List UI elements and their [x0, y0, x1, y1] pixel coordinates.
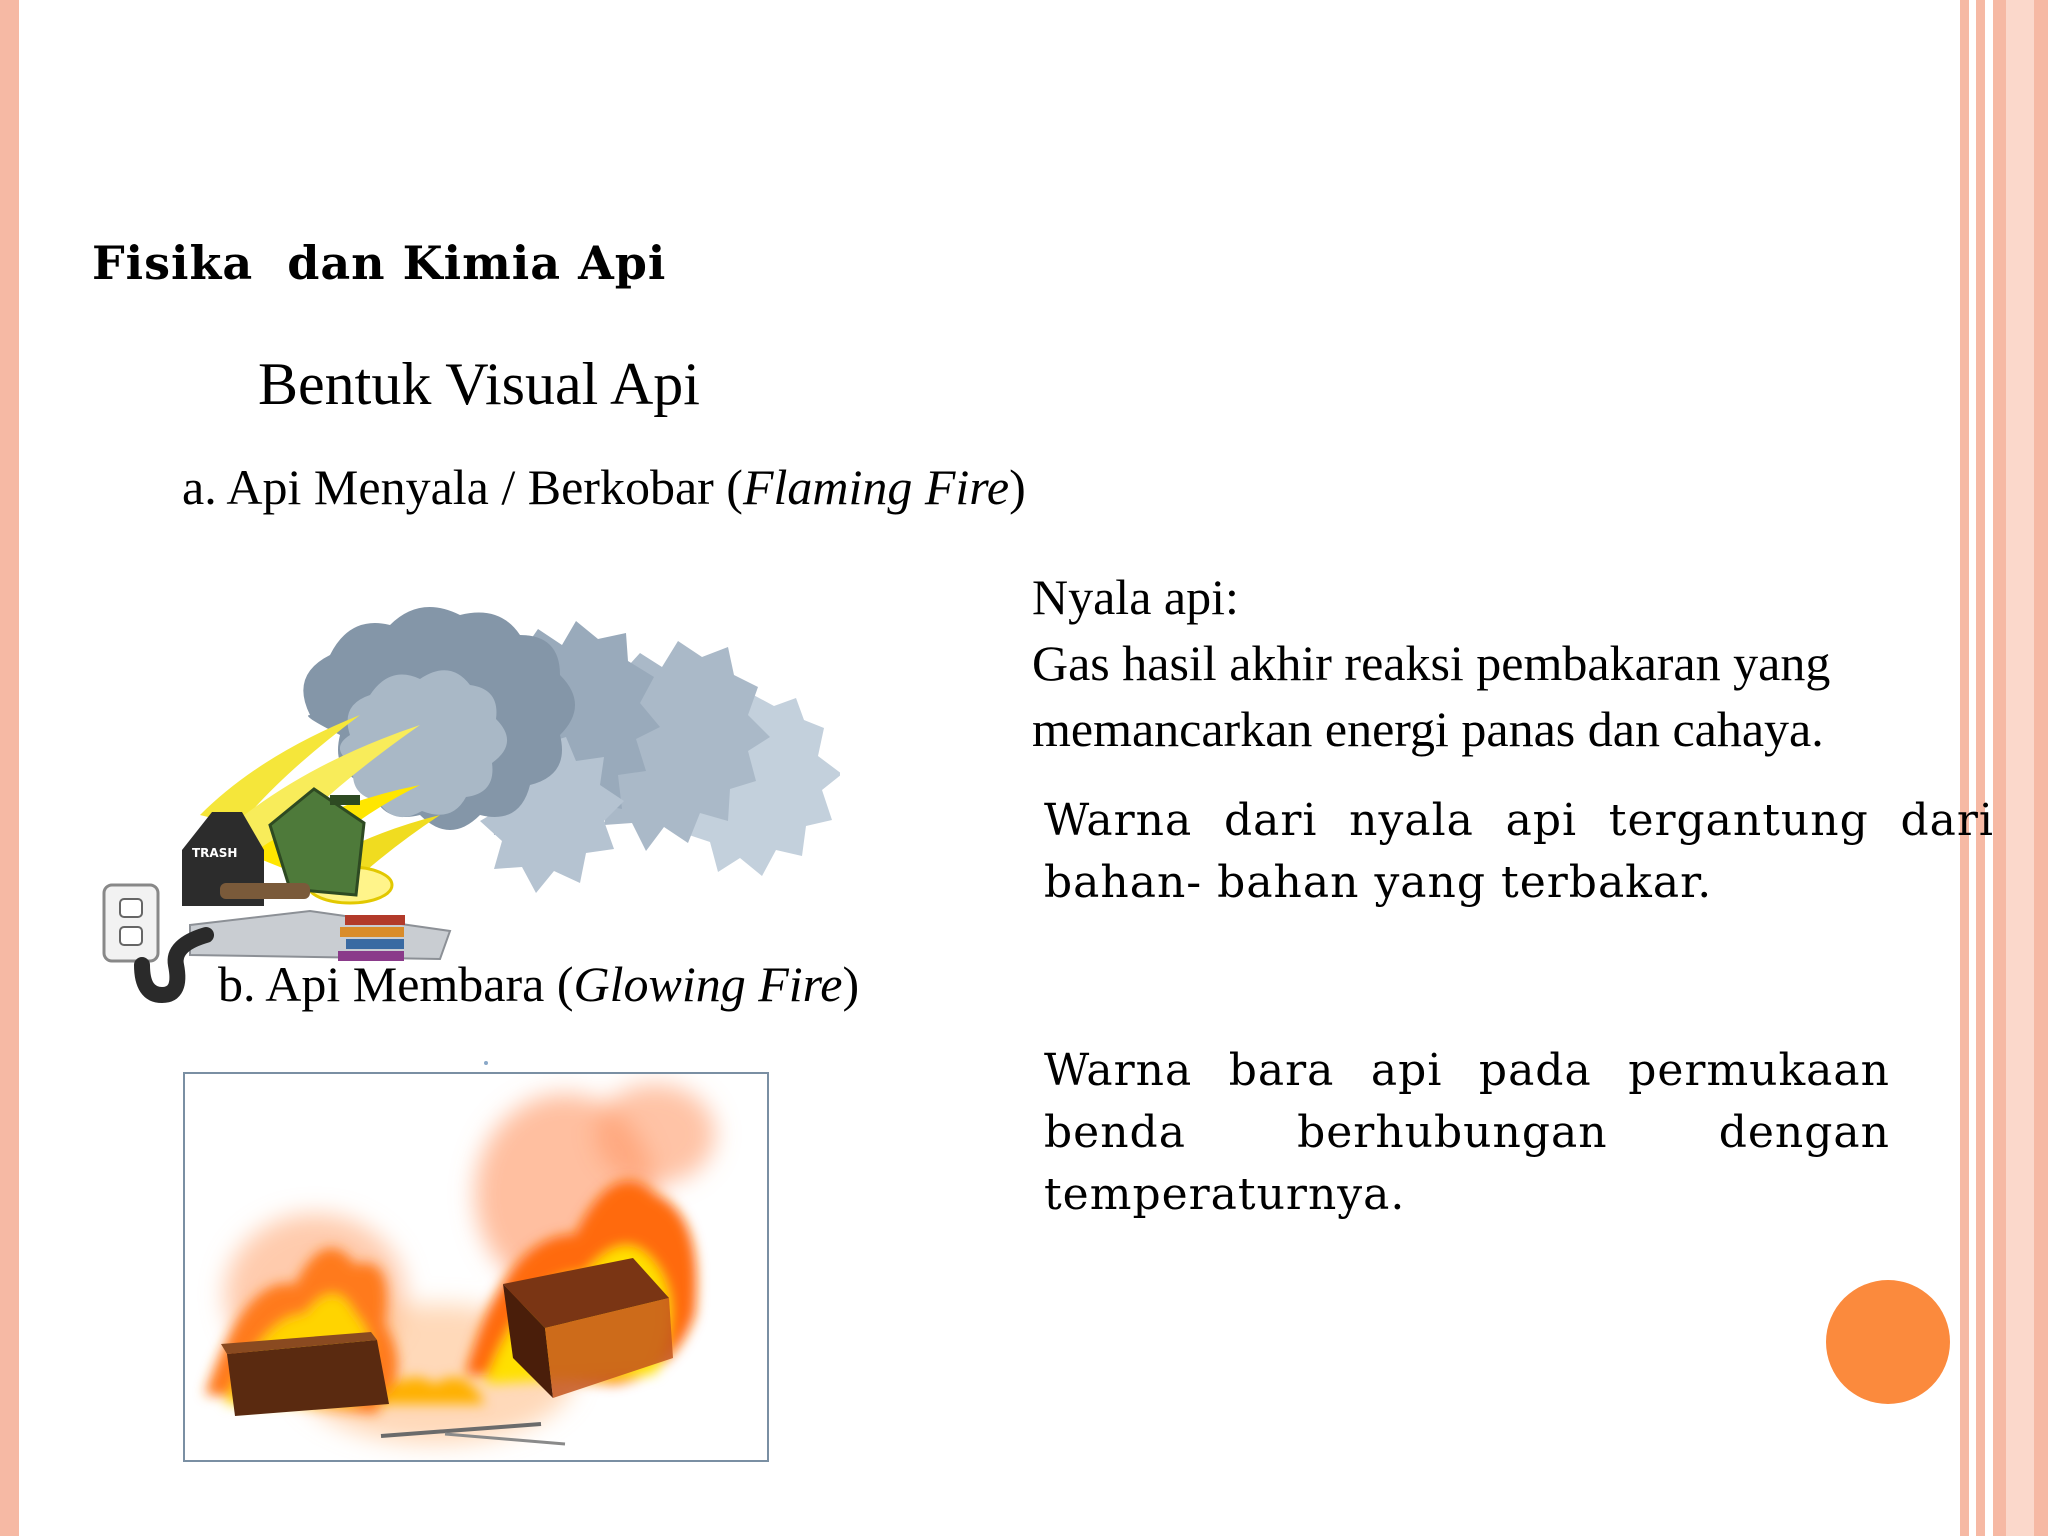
section-a-suffix: ) — [1009, 459, 1026, 515]
fuel-can-handle — [330, 795, 360, 805]
flaming-fire-illustration — [100, 595, 840, 1005]
outlet-socket-top — [120, 899, 142, 917]
flame-description — [1032, 564, 1962, 762]
wood-log — [220, 883, 310, 899]
book-1 — [345, 915, 405, 925]
flame-definition-line-2: memancarkan energi panas dan cahaya. — [1032, 701, 1824, 757]
book-3 — [346, 939, 404, 949]
section-b-suffix: ) — [842, 956, 860, 1012]
left-border-stripe — [0, 0, 19, 1536]
trash-can-label: TRASH — [192, 846, 238, 860]
right-border-stripe-1 — [1960, 0, 1969, 1536]
paper-stack — [190, 911, 450, 959]
right-border-stripe-2 — [1976, 0, 1985, 1536]
slide-title: Fisika dan Kimia Api — [92, 236, 667, 290]
outlet-socket-bottom — [120, 927, 142, 945]
electrical-outlet — [104, 885, 158, 961]
section-a-label — [182, 458, 1026, 516]
flame-definition-line-1: Gas hasil akhir reaksi pembakaran yang — [1032, 635, 1831, 691]
glowing-fire-illustration — [185, 1074, 767, 1460]
flaming-fire-clipart — [100, 595, 840, 1005]
section-a-italic: Flaming Fire — [742, 459, 1010, 515]
glowing-fire-picture — [183, 1072, 769, 1462]
small-dot — [484, 1061, 488, 1065]
section-b-prefix: b. Api Membara ( — [218, 956, 574, 1012]
flame-heading: Nyala api: — [1032, 569, 1239, 625]
book-2 — [340, 927, 404, 937]
accent-circle — [1826, 1280, 1950, 1404]
slide-subtitle: Bentuk Visual Api — [258, 351, 700, 417]
flame-color-text: Warna dari nyala api tergantung dari bahan- bahan yang terbakar. — [1044, 795, 1994, 908]
ember-color-text: Warna bara api pada permukaan benda berhubungan dengan temperaturnya. — [1044, 1045, 1890, 1220]
section-b-label — [218, 955, 859, 1013]
section-b-italic: Glowing Fire — [573, 956, 843, 1012]
right-border-stripe-inner — [2006, 0, 2034, 1536]
section-a-prefix: a. Api Menyala / Berkobar ( — [182, 459, 743, 515]
